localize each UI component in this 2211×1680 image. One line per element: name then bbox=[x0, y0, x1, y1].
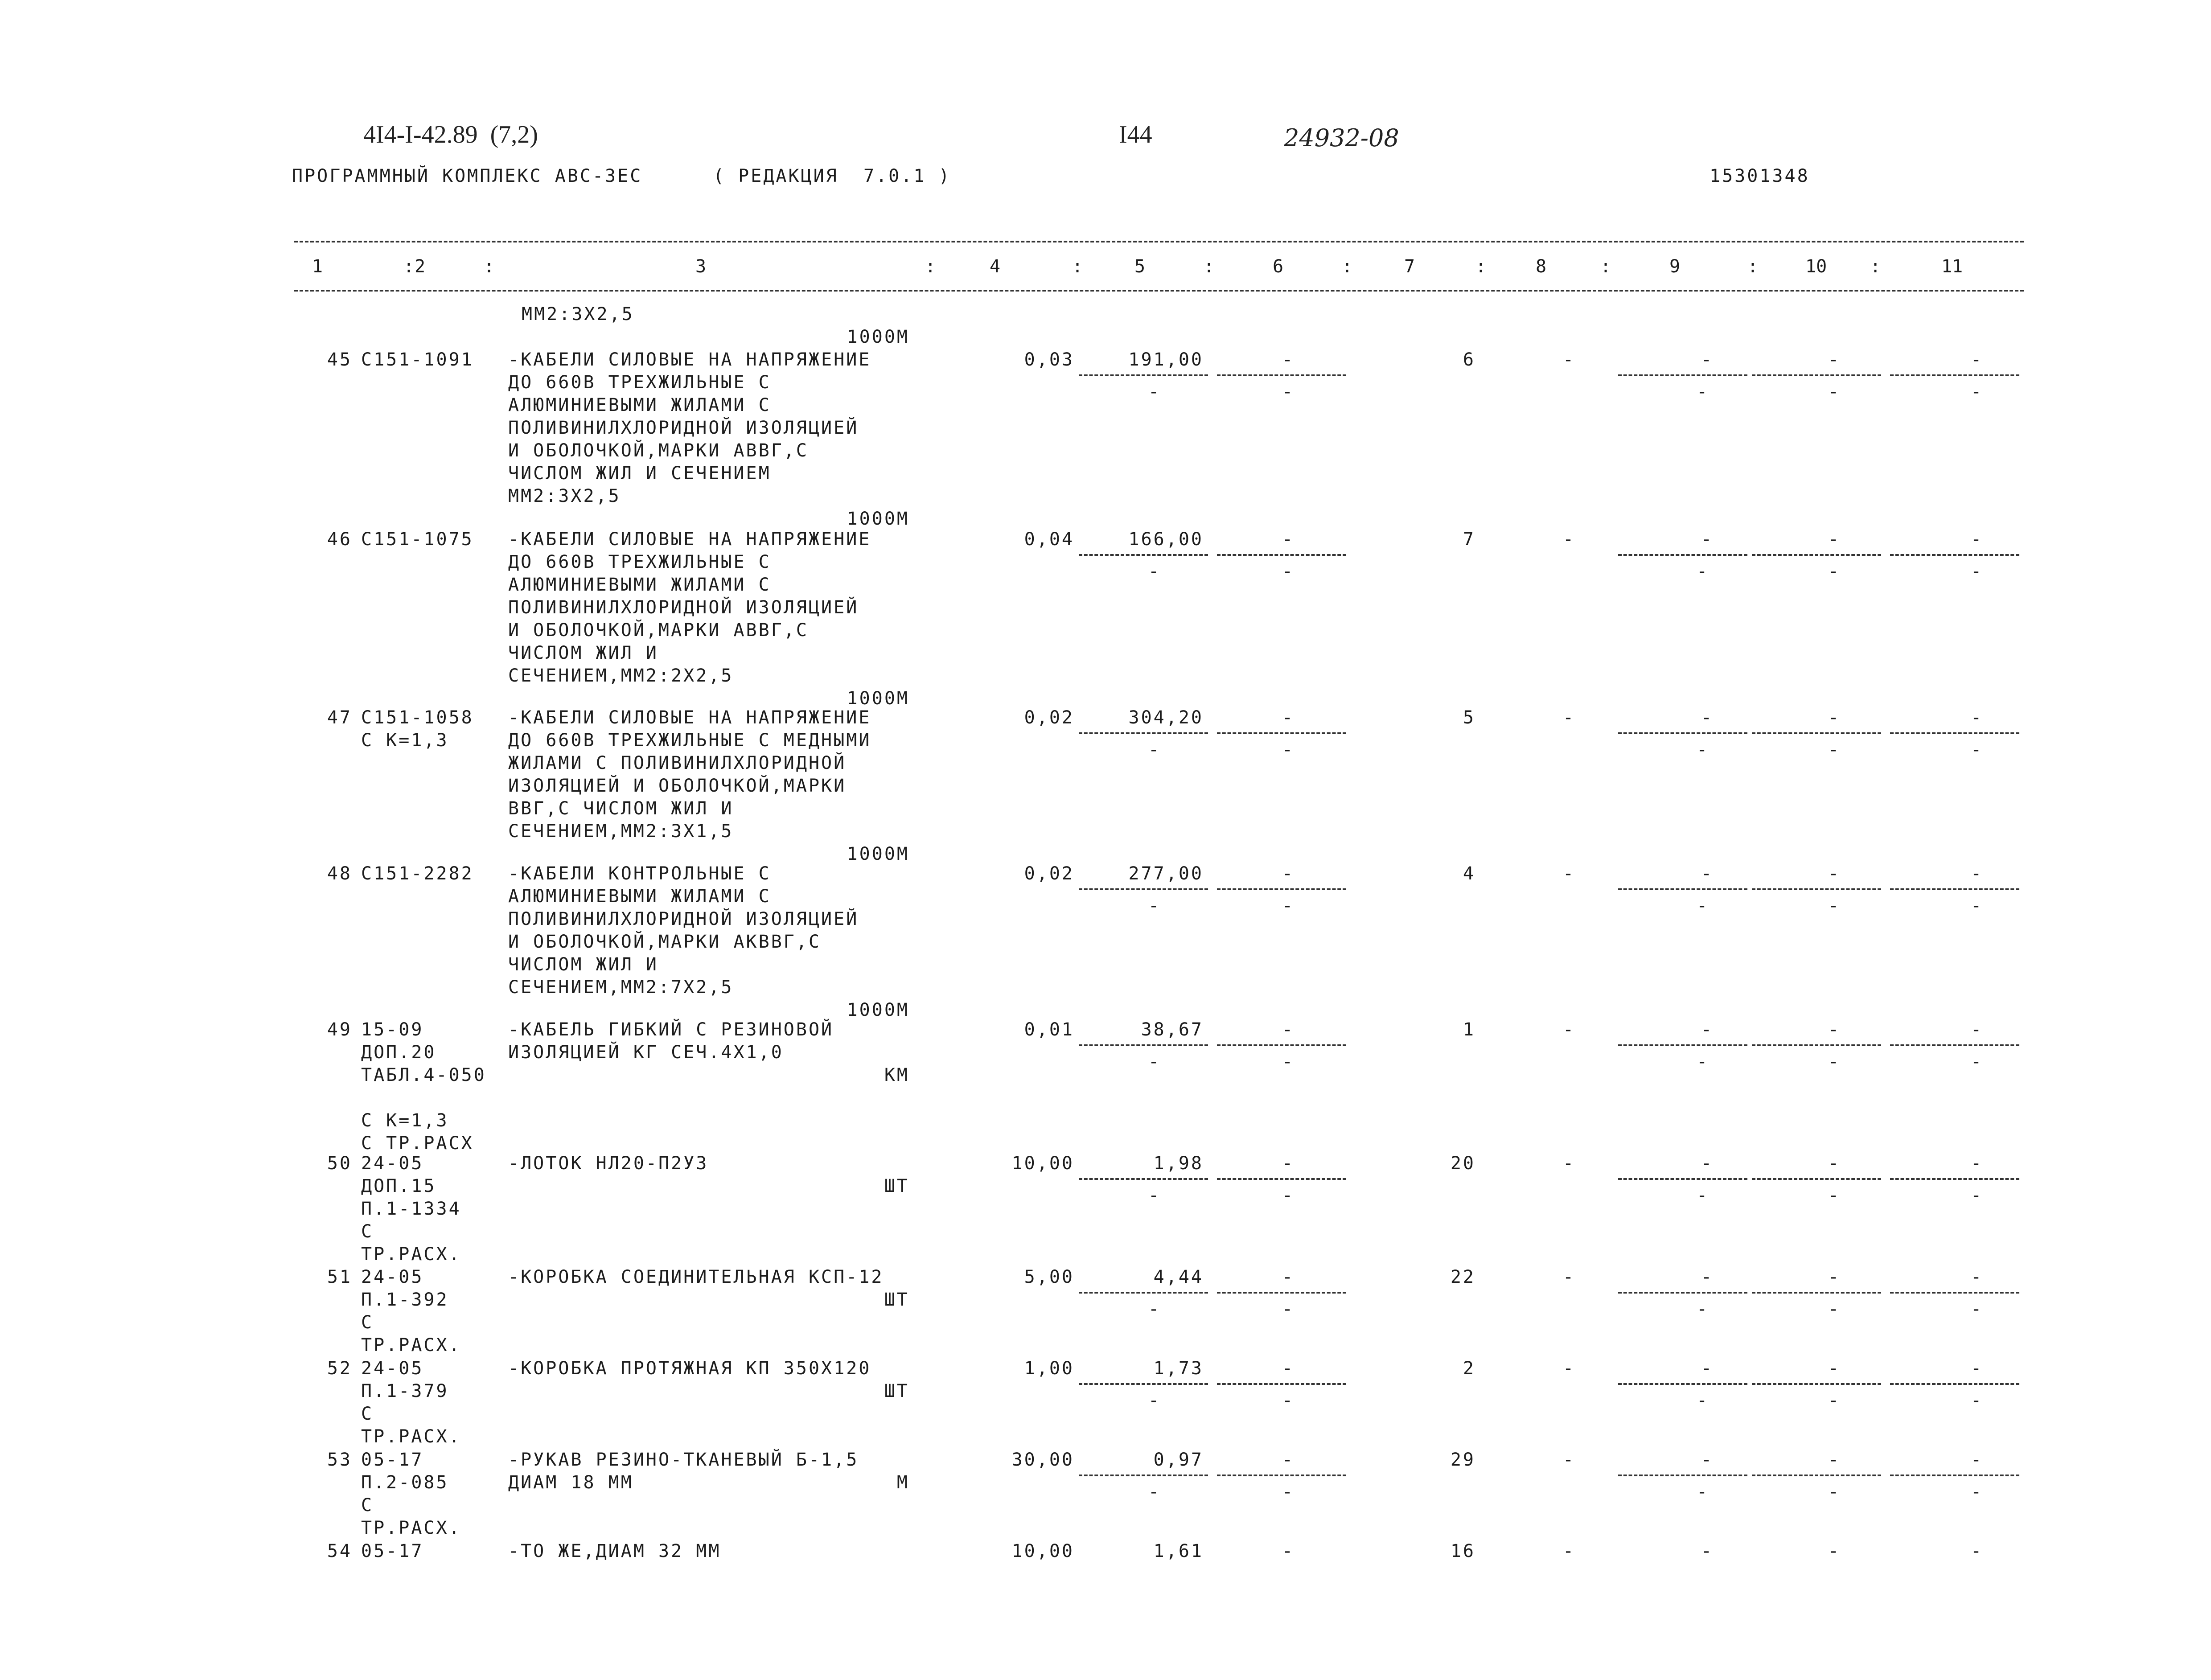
cell-separator bbox=[1618, 732, 1747, 734]
program-title: ПРОГРАММНЫЙ КОМПЛЕКС АВС-3ЕС bbox=[292, 166, 643, 186]
handwritten-number: 24932-08 bbox=[1284, 124, 1399, 152]
item-description: -КОРОБКА СОЕДИНИТЕЛЬНАЯ КСП-12 bbox=[508, 1267, 884, 1287]
column-divider: : bbox=[1870, 256, 1881, 277]
cell-separator bbox=[1890, 1044, 2019, 1046]
col7-value: 16 bbox=[1450, 1541, 1475, 1561]
unit-of-measure: ШТ bbox=[884, 1381, 909, 1401]
cell-separator bbox=[1752, 888, 1881, 890]
quantity: 0,01 bbox=[1024, 1019, 1074, 1040]
col9-subvalue: - bbox=[1696, 1390, 1710, 1411]
col9-subvalue: - bbox=[1696, 1185, 1710, 1206]
col7-value: 20 bbox=[1450, 1153, 1475, 1174]
col9-subvalue: - bbox=[1696, 1482, 1710, 1502]
col8-value: - bbox=[1562, 1019, 1576, 1040]
item-description: АЛЮМИНИЕВЫМИ ЖИЛАМИ С bbox=[508, 395, 771, 415]
item-code: 24-05 bbox=[361, 1267, 424, 1287]
item-code: С151-1058 bbox=[361, 707, 474, 728]
cell-separator bbox=[1752, 1383, 1881, 1385]
cell-separator bbox=[1752, 732, 1881, 734]
cell-separator bbox=[1890, 554, 2019, 556]
cell-separator bbox=[1217, 554, 1346, 556]
col10-subvalue: - bbox=[1828, 382, 1841, 402]
col8-value: - bbox=[1562, 707, 1576, 728]
cell-separator bbox=[1752, 1292, 1881, 1294]
col6-subvalue: - bbox=[1282, 382, 1295, 402]
cell-separator bbox=[1079, 374, 1208, 376]
col6-value: - bbox=[1282, 349, 1295, 370]
unit-price: 277,00 bbox=[1128, 863, 1204, 884]
unit-price-subvalue: - bbox=[1148, 382, 1161, 402]
col6-subvalue: - bbox=[1282, 1482, 1295, 1502]
item-code: С К=1,3 bbox=[361, 1110, 449, 1131]
cell-separator bbox=[1890, 374, 2019, 376]
col10-subvalue: - bbox=[1828, 1185, 1841, 1206]
cell-separator bbox=[1618, 554, 1747, 556]
cell-separator bbox=[1618, 888, 1747, 890]
col7-value: 7 bbox=[1463, 529, 1475, 550]
item-code: С ТР.РАСХ bbox=[361, 1133, 474, 1154]
unit-price: 1,73 bbox=[1153, 1358, 1204, 1379]
cell-separator bbox=[1752, 374, 1881, 376]
item-description: И ОБОЛОЧКОЙ,МАРКИ АКВВГ,С bbox=[508, 932, 822, 952]
item-description: ЧИСЛОМ ЖИЛ И bbox=[508, 954, 658, 975]
column-header-10: 10 bbox=[1805, 256, 1827, 277]
col11-value: - bbox=[1970, 1267, 1984, 1287]
col10-value: - bbox=[1828, 863, 1841, 884]
item-description: -КАБЕЛИ СИЛОВЫЕ НА НАПРЯЖЕНИЕ bbox=[508, 707, 871, 728]
col6-value: - bbox=[1282, 529, 1295, 550]
quantity: 5,00 bbox=[1024, 1267, 1074, 1287]
unit-price-subvalue: - bbox=[1148, 561, 1161, 582]
col11-subvalue: - bbox=[1970, 895, 1984, 916]
col11-subvalue: - bbox=[1970, 1185, 1984, 1206]
column-divider: : bbox=[1747, 256, 1759, 277]
column-header-11: 11 bbox=[1941, 256, 1963, 277]
quantity: 0,04 bbox=[1024, 529, 1074, 550]
col9-subvalue: - bbox=[1696, 561, 1710, 582]
cell-separator bbox=[1079, 1292, 1208, 1294]
item-code: С bbox=[361, 1495, 374, 1516]
cell-separator bbox=[1890, 888, 2019, 890]
unit-price: 1,98 bbox=[1153, 1153, 1204, 1174]
col6-subvalue: - bbox=[1282, 1299, 1295, 1319]
item-number: 48 bbox=[327, 863, 352, 884]
col9-value: - bbox=[1701, 863, 1714, 884]
cell-separator bbox=[1618, 1178, 1747, 1180]
item-description: ДО 660В ТРЕХЖИЛЬНЫЕ С bbox=[508, 552, 771, 572]
col9-subvalue: - bbox=[1696, 382, 1710, 402]
unit-price: 0,97 bbox=[1153, 1450, 1204, 1470]
col6-value: - bbox=[1282, 1153, 1295, 1174]
item-number: 45 bbox=[327, 349, 352, 370]
item-description: -КОРОБКА ПРОТЯЖНАЯ КП 350Х120 bbox=[508, 1358, 871, 1379]
unit-of-measure: 1000М bbox=[847, 327, 909, 347]
unit-price: 191,00 bbox=[1128, 349, 1204, 370]
col8-value: - bbox=[1562, 1541, 1576, 1561]
col10-value: - bbox=[1828, 1541, 1841, 1561]
item-description: ПОЛИВИНИЛХЛОРИДНОЙ ИЗОЛЯЦИЕЙ bbox=[508, 418, 859, 438]
col10-value: - bbox=[1828, 1019, 1841, 1040]
unit-price-subvalue: - bbox=[1148, 895, 1161, 916]
item-description: ММ2:3Х2,5 bbox=[522, 304, 634, 324]
item-code: ТР.РАСХ. bbox=[361, 1244, 461, 1265]
item-description: СЕЧЕНИЕМ,ММ2:2Х2,5 bbox=[508, 665, 734, 686]
cell-separator bbox=[1618, 1292, 1747, 1294]
quantity: 0,03 bbox=[1024, 349, 1074, 370]
col9-subvalue: - bbox=[1696, 739, 1710, 760]
item-description: ИЗОЛЯЦИЕЙ И ОБОЛОЧКОЙ,МАРКИ bbox=[508, 776, 847, 796]
item-description: ЧИСЛОМ ЖИЛ И bbox=[508, 643, 658, 663]
col11-value: - bbox=[1970, 1153, 1984, 1174]
item-description: СЕЧЕНИЕМ,ММ2:7Х2,5 bbox=[508, 977, 734, 998]
col9-value: - bbox=[1701, 1541, 1714, 1561]
quantity: 0,02 bbox=[1024, 707, 1074, 728]
unit-price: 4,44 bbox=[1153, 1267, 1204, 1287]
col8-value: - bbox=[1562, 1267, 1576, 1287]
cell-separator bbox=[1079, 1475, 1208, 1476]
item-description: ИЗОЛЯЦИЕЙ КГ СЕЧ.4Х1,0 bbox=[508, 1042, 784, 1063]
col7-value: 2 bbox=[1463, 1358, 1475, 1379]
item-description: -КАБЕЛИ КОНТРОЛЬНЫЕ С bbox=[508, 863, 771, 884]
col6-subvalue: - bbox=[1282, 561, 1295, 582]
column-header-1: 1 bbox=[312, 256, 323, 277]
item-description: -ЛОТОК НЛ20-П2УЗ bbox=[508, 1153, 709, 1174]
column-divider: : bbox=[403, 256, 415, 277]
cell-separator bbox=[1752, 1178, 1881, 1180]
item-number: 53 bbox=[327, 1450, 352, 1470]
col10-value: - bbox=[1828, 1153, 1841, 1174]
col11-value: - bbox=[1970, 529, 1984, 550]
unit-of-measure: КМ bbox=[884, 1065, 909, 1085]
item-code: ТАБЛ.4-050 bbox=[361, 1065, 486, 1085]
col8-value: - bbox=[1562, 1450, 1576, 1470]
item-description: АЛЮМИНИЕВЫМИ ЖИЛАМИ С bbox=[508, 886, 771, 907]
col9-value: - bbox=[1701, 1153, 1714, 1174]
item-description: ДИАМ 18 ММ bbox=[508, 1472, 633, 1493]
item-number: 51 bbox=[327, 1267, 352, 1287]
column-divider: : bbox=[1600, 256, 1611, 277]
col6-value: - bbox=[1282, 1019, 1295, 1040]
column-divider: : bbox=[1475, 256, 1487, 277]
unit-price-subvalue: - bbox=[1148, 739, 1161, 760]
column-divider: : bbox=[1342, 256, 1353, 277]
column-divider: : bbox=[1204, 256, 1215, 277]
col7-value: 29 bbox=[1450, 1450, 1475, 1470]
item-code: ТР.РАСХ. bbox=[361, 1518, 461, 1538]
header-top-rule bbox=[294, 241, 2024, 242]
col10-subvalue: - bbox=[1828, 739, 1841, 760]
cell-separator bbox=[1752, 554, 1881, 556]
cell-separator bbox=[1079, 1178, 1208, 1180]
item-code: П.1-379 bbox=[361, 1381, 449, 1401]
quantity: 0,02 bbox=[1024, 863, 1074, 884]
item-description: ВВГ,С ЧИСЛОМ ЖИЛ И bbox=[508, 798, 734, 819]
col9-value: - bbox=[1701, 707, 1714, 728]
item-number: 46 bbox=[327, 529, 352, 550]
item-code: С151-1075 bbox=[361, 529, 474, 550]
col11-subvalue: - bbox=[1970, 1390, 1984, 1411]
cell-separator bbox=[1079, 1383, 1208, 1385]
item-description: -РУКАВ РЕЗИНО-ТКАНЕВЫЙ Б-1,5 bbox=[508, 1450, 859, 1470]
item-code: С bbox=[361, 1404, 374, 1424]
col9-value: - bbox=[1701, 1267, 1714, 1287]
col10-value: - bbox=[1828, 529, 1841, 550]
col11-subvalue: - bbox=[1970, 739, 1984, 760]
col11-value: - bbox=[1970, 1450, 1984, 1470]
unit-price: 1,61 bbox=[1153, 1541, 1204, 1561]
col6-subvalue: - bbox=[1282, 1185, 1295, 1206]
item-description: ММ2:3Х2,5 bbox=[508, 486, 621, 506]
col10-subvalue: - bbox=[1828, 561, 1841, 582]
col11-subvalue: - bbox=[1970, 1482, 1984, 1502]
column-header-4: 4 bbox=[990, 256, 1001, 277]
item-number: 47 bbox=[327, 707, 352, 728]
item-code: ТР.РАСХ. bbox=[361, 1335, 461, 1356]
cell-separator bbox=[1217, 374, 1346, 376]
unit-price-subvalue: - bbox=[1148, 1185, 1161, 1206]
cell-separator bbox=[1618, 374, 1747, 376]
unit-of-measure: ШТ bbox=[884, 1290, 909, 1310]
unit-of-measure: ШТ bbox=[884, 1176, 909, 1196]
cell-separator bbox=[1618, 1475, 1747, 1476]
item-description: ПОЛИВИНИЛХЛОРИДНОЙ ИЗОЛЯЦИЕЙ bbox=[508, 597, 859, 618]
cell-separator bbox=[1217, 1383, 1346, 1385]
col9-subvalue: - bbox=[1696, 1299, 1710, 1319]
col6-value: - bbox=[1282, 863, 1295, 884]
col6-subvalue: - bbox=[1282, 1052, 1295, 1072]
item-code: ДОП.15 bbox=[361, 1176, 436, 1196]
item-code: ТР.РАСХ. bbox=[361, 1426, 461, 1447]
item-description: -ТО ЖЕ,ДИАМ 32 ММ bbox=[508, 1541, 721, 1561]
unit-price-subvalue: - bbox=[1148, 1390, 1161, 1411]
col11-value: - bbox=[1970, 707, 1984, 728]
col7-value: 1 bbox=[1463, 1019, 1475, 1040]
col10-value: - bbox=[1828, 707, 1841, 728]
item-description: -КАБЕЛЬ ГИБКИЙ С РЕЗИНОВОЙ bbox=[508, 1019, 834, 1040]
col10-value: - bbox=[1828, 349, 1841, 370]
unit-of-measure: 1000М bbox=[847, 688, 909, 709]
item-description: И ОБОЛОЧКОЙ,МАРКИ АВВГ,С bbox=[508, 620, 809, 641]
column-header-2: 2 bbox=[415, 256, 426, 277]
item-code: 05-17 bbox=[361, 1541, 424, 1561]
item-code: 24-05 bbox=[361, 1153, 424, 1174]
col7-value: 4 bbox=[1463, 863, 1475, 884]
col10-subvalue: - bbox=[1828, 895, 1841, 916]
col8-value: - bbox=[1562, 1358, 1576, 1379]
item-code: П.1-392 bbox=[361, 1290, 449, 1310]
cell-separator bbox=[1890, 1383, 2019, 1385]
col6-value: - bbox=[1282, 1267, 1295, 1287]
item-description: -КАБЕЛИ СИЛОВЫЕ НА НАПРЯЖЕНИЕ bbox=[508, 529, 871, 550]
item-number: 52 bbox=[327, 1358, 352, 1379]
item-description: И ОБОЛОЧКОЙ,МАРКИ АВВГ,С bbox=[508, 440, 809, 461]
item-code: 24-05 bbox=[361, 1358, 424, 1379]
col10-value: - bbox=[1828, 1358, 1841, 1379]
cell-separator bbox=[1217, 1475, 1346, 1476]
col11-subvalue: - bbox=[1970, 1052, 1984, 1072]
item-code: 05-17 bbox=[361, 1450, 424, 1470]
col9-value: - bbox=[1701, 349, 1714, 370]
unit-price-subvalue: - bbox=[1148, 1052, 1161, 1072]
cell-separator bbox=[1752, 1044, 1881, 1046]
col10-value: - bbox=[1828, 1450, 1841, 1470]
col11-value: - bbox=[1970, 1541, 1984, 1561]
quantity: 1,00 bbox=[1024, 1358, 1074, 1379]
col9-value: - bbox=[1701, 1450, 1714, 1470]
cell-separator bbox=[1079, 1044, 1208, 1046]
page-number: I44 bbox=[1119, 121, 1152, 148]
item-code: 15-09 bbox=[361, 1019, 424, 1040]
col8-value: - bbox=[1562, 349, 1576, 370]
unit-price-subvalue: - bbox=[1148, 1482, 1161, 1502]
item-number: 50 bbox=[327, 1153, 352, 1174]
col8-value: - bbox=[1562, 1153, 1576, 1174]
cell-separator bbox=[1217, 732, 1346, 734]
column-header-6: 6 bbox=[1273, 256, 1284, 277]
item-code: П.2-085 bbox=[361, 1472, 449, 1493]
item-description: АЛЮМИНИЕВЫМИ ЖИЛАМИ С bbox=[508, 575, 771, 595]
item-description: -КАБЕЛИ СИЛОВЫЕ НА НАПРЯЖЕНИЕ bbox=[508, 349, 871, 370]
column-header-3: 3 bbox=[695, 256, 707, 277]
col10-subvalue: - bbox=[1828, 1299, 1841, 1319]
item-number: 49 bbox=[327, 1019, 352, 1040]
item-description: ДО 660В ТРЕХЖИЛЬНЫЕ С bbox=[508, 372, 771, 393]
item-description: СЕЧЕНИЕМ,ММ2:3Х1,5 bbox=[508, 821, 734, 842]
document-id: 15301348 bbox=[1710, 166, 1810, 186]
column-divider: : bbox=[925, 256, 936, 277]
col7-value: 22 bbox=[1450, 1267, 1475, 1287]
quantity: 10,00 bbox=[1011, 1153, 1074, 1174]
column-divider: : bbox=[484, 256, 495, 277]
header-bottom-rule bbox=[294, 290, 2024, 292]
cell-separator bbox=[1890, 1292, 2019, 1294]
col11-subvalue: - bbox=[1970, 561, 1984, 582]
col11-value: - bbox=[1970, 1019, 1984, 1040]
item-code: С bbox=[361, 1221, 374, 1242]
cell-separator bbox=[1618, 1383, 1747, 1385]
item-code: С151-2282 bbox=[361, 863, 474, 884]
unit-price: 304,20 bbox=[1128, 707, 1204, 728]
column-header-9: 9 bbox=[1669, 256, 1681, 277]
col10-subvalue: - bbox=[1828, 1482, 1841, 1502]
col6-subvalue: - bbox=[1282, 1390, 1295, 1411]
col9-subvalue: - bbox=[1696, 1052, 1710, 1072]
cell-separator bbox=[1079, 732, 1208, 734]
cell-separator bbox=[1217, 1292, 1346, 1294]
col11-value: - bbox=[1970, 349, 1984, 370]
col10-subvalue: - bbox=[1828, 1052, 1841, 1072]
item-description: ЧИСЛОМ ЖИЛ И СЕЧЕНИЕМ bbox=[508, 463, 771, 484]
col6-value: - bbox=[1282, 1450, 1295, 1470]
unit-price: 166,00 bbox=[1128, 529, 1204, 550]
item-code: С151-1091 bbox=[361, 349, 474, 370]
col6-subvalue: - bbox=[1282, 895, 1295, 916]
cell-separator bbox=[1890, 1475, 2019, 1476]
item-description: ПОЛИВИНИЛХЛОРИДНОЙ ИЗОЛЯЦИЕЙ bbox=[508, 909, 859, 929]
col11-subvalue: - bbox=[1970, 382, 1984, 402]
col10-subvalue: - bbox=[1828, 1390, 1841, 1411]
item-code: С К=1,3 bbox=[361, 730, 449, 751]
col9-subvalue: - bbox=[1696, 895, 1710, 916]
unit-of-measure: 1000М bbox=[847, 844, 909, 864]
item-number: 54 bbox=[327, 1541, 352, 1561]
unit-of-measure: 1000М bbox=[847, 1000, 909, 1020]
col9-value: - bbox=[1701, 1019, 1714, 1040]
col6-subvalue: - bbox=[1282, 739, 1295, 760]
column-divider: : bbox=[1072, 256, 1083, 277]
column-header-8: 8 bbox=[1536, 256, 1547, 277]
cell-separator bbox=[1890, 1178, 2019, 1180]
item-code: ДОП.20 bbox=[361, 1042, 436, 1063]
unit-price: 38,67 bbox=[1141, 1019, 1204, 1040]
cell-separator bbox=[1217, 1178, 1346, 1180]
unit-price-subvalue: - bbox=[1148, 1299, 1161, 1319]
column-header-5: 5 bbox=[1134, 256, 1146, 277]
edition-label: ( РЕДАКЦИЯ 7.0.1 ) bbox=[713, 166, 951, 186]
cell-separator bbox=[1217, 1044, 1346, 1046]
col8-value: - bbox=[1562, 863, 1576, 884]
col11-subvalue: - bbox=[1970, 1299, 1984, 1319]
col9-value: - bbox=[1701, 1358, 1714, 1379]
cell-separator bbox=[1217, 888, 1346, 890]
unit-of-measure: М bbox=[896, 1472, 909, 1493]
item-code: П.1-1334 bbox=[361, 1199, 461, 1219]
column-header-7: 7 bbox=[1404, 256, 1415, 277]
col7-value: 6 bbox=[1463, 349, 1475, 370]
item-description: ЖИЛАМИ С ПОЛИВИНИЛХЛОРИДНОЙ bbox=[508, 753, 847, 773]
col8-value: - bbox=[1562, 529, 1576, 550]
item-description: ДО 660В ТРЕХЖИЛЬНЫЕ С МЕДНЫМИ bbox=[508, 730, 871, 751]
col6-value: - bbox=[1282, 1541, 1295, 1561]
cell-separator bbox=[1890, 732, 2019, 734]
cell-separator bbox=[1752, 1475, 1881, 1476]
col11-value: - bbox=[1970, 863, 1984, 884]
quantity: 10,00 bbox=[1011, 1541, 1074, 1561]
col7-value: 5 bbox=[1463, 707, 1475, 728]
col6-value: - bbox=[1282, 1358, 1295, 1379]
cell-separator bbox=[1618, 1044, 1747, 1046]
col10-value: - bbox=[1828, 1267, 1841, 1287]
col9-value: - bbox=[1701, 529, 1714, 550]
unit-of-measure: 1000М bbox=[847, 509, 909, 529]
col11-value: - bbox=[1970, 1358, 1984, 1379]
col6-value: - bbox=[1282, 707, 1295, 728]
cell-separator bbox=[1079, 554, 1208, 556]
item-code: С bbox=[361, 1312, 374, 1333]
cell-separator bbox=[1079, 888, 1208, 890]
quantity: 30,00 bbox=[1011, 1450, 1074, 1470]
document-code: 4I4-I-42.89 (7,2) bbox=[363, 121, 538, 148]
